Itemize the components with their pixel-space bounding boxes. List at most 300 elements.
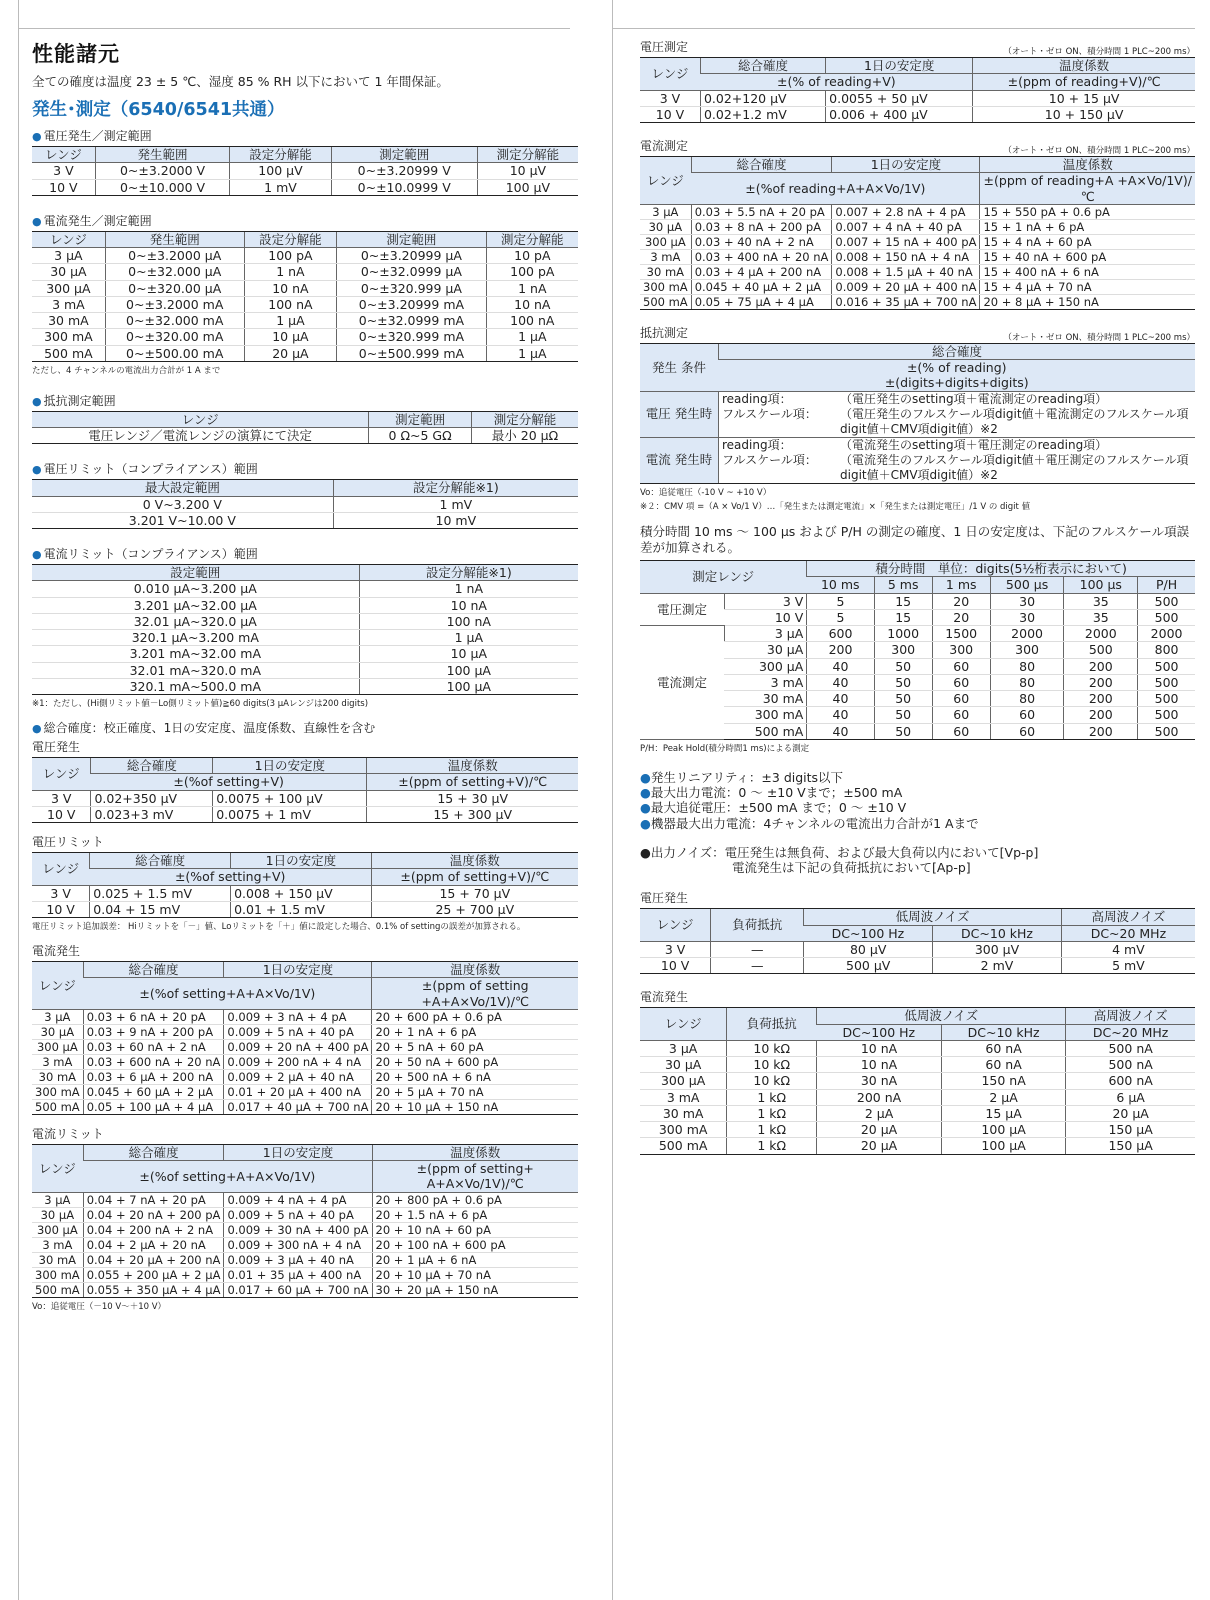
table-cell: 25 + 700 μV — [371, 901, 578, 917]
table-header: 10 ms — [807, 577, 874, 593]
table-cell: 80 — [990, 674, 1064, 690]
table-header: ±(%of setting+V) — [91, 774, 367, 790]
table-row — [32, 496, 578, 512]
table-cell: 0.03 + 60 nA + 2 nA — [83, 1039, 224, 1054]
table-cell: 3 V — [32, 163, 95, 179]
table-cell: 電圧レンジ／電流レンジの演算にて決定 — [32, 428, 369, 444]
table-cell: 100 μA — [941, 1122, 1065, 1138]
table-cell: 3 mA — [32, 1237, 83, 1252]
table-cell: 35 — [1064, 609, 1138, 625]
table-header: レンジ — [32, 758, 91, 791]
table-cell: 20 + 1 μA + 6 nA — [372, 1252, 578, 1267]
resistance-measure-title: 抵抗測定 — [640, 325, 689, 340]
table-cell: 0.009 + 20 nA + 400 pA — [224, 1039, 372, 1054]
table-cell: 3 V — [640, 941, 711, 957]
table-cell: 3.201 μA~32.00 μA — [32, 597, 359, 613]
reading-term-value: （電圧発生のsetting項＋電流測定のreading項） — [840, 391, 1108, 406]
table-cell: 0~±3.2000 μA — [105, 248, 244, 264]
table-cell: 200 — [1064, 674, 1138, 690]
current-range-section — [32, 212, 578, 376]
table-cell: 40 — [807, 658, 874, 674]
table-cell: 0.009 + 3 nA + 4 pA — [224, 1009, 372, 1024]
table-header: 測定範囲 — [331, 147, 477, 163]
table-cell: 10 nA — [244, 280, 337, 296]
voltage-source-table — [32, 757, 578, 823]
bullet-icon: ● — [32, 394, 42, 408]
page-title: 性能諸元 — [32, 42, 120, 66]
table-header: 総合確度 — [691, 157, 832, 173]
table-header: ±(ppm of setting+V)/℃ — [371, 869, 578, 885]
table-cell: 0.01 + 1.5 mV — [231, 901, 372, 917]
table-cell: 15 + 30 μV — [367, 790, 578, 806]
table-cell: 300 μA — [640, 234, 691, 249]
table-cell: 0.007 + 2.8 nA + 4 pA — [832, 204, 980, 219]
table-header: ±(% of reading) — [719, 360, 1196, 376]
resistance-note-cmv: ※２：CMV 項 =（A × Vo/1 V）…「発生または測定電流」×「発生または測定電圧」/1 V の digit 値 — [640, 501, 1031, 512]
spec-bullet-text: 機器最大出力電流：4チャンネルの電流出力合計が1 Aまで — [650, 815, 979, 831]
table-cell: 0.007 + 4 nA + 40 pA — [832, 219, 980, 234]
current-limit-title: 電流リミット — [32, 1126, 104, 1141]
table-cell: 3 μA — [32, 248, 105, 264]
table-cell: 50 — [874, 658, 932, 674]
table-cell: 500 — [1138, 658, 1195, 674]
intro-text: 全ての確度は温度 23 ± 5 ℃、湿度 85 % RH 以下において 1 年間保証。 — [32, 74, 449, 89]
table-cell: 0.03 + 6 μA + 200 nA — [83, 1069, 224, 1084]
table-row — [32, 790, 578, 806]
current-limit-range-note: ※1：ただし、(Hi側リミット値－Lo側リミット値)≧60 digits(3 μAレンジは200 digits) — [32, 699, 369, 709]
current-source-table — [32, 961, 578, 1115]
noise-voltage-title: 電圧発生 — [640, 891, 689, 906]
table-cell: 15 + 4 nA + 60 pA — [980, 234, 1195, 249]
table-cell: 10 V — [32, 901, 90, 917]
table-cell: 500 — [1138, 609, 1195, 625]
table-cell: 0~±500.00 mA — [105, 345, 244, 361]
table-cell: 300 μA — [640, 1073, 727, 1089]
table-cell: 300 mA — [32, 1267, 83, 1282]
table-cell: 300 mA — [32, 329, 105, 345]
table-header: 設定分解能※1) — [333, 480, 578, 496]
table-cell: 100 nA — [244, 296, 337, 312]
table-header: レンジ — [32, 231, 105, 247]
table-cell: 0.008 + 150 nA + 4 nA — [832, 249, 980, 264]
table-cell: 10 V — [724, 609, 806, 625]
table-cell: 15 + 550 pA + 0.6 pA — [980, 204, 1195, 219]
table-cell: 0.0055 + 50 μV — [826, 90, 973, 106]
table-cell: 320.1 μA~3.200 mA — [32, 630, 359, 646]
table-cell: 0~±10.000 V — [95, 179, 229, 195]
table-cell: 0.0075 + 1 mV — [213, 806, 367, 822]
table-cell: 20 μA — [1066, 1105, 1195, 1121]
table-header: ±(%of reading+A+A×Vo/1V) — [691, 173, 980, 205]
table-cell: 1 mV — [230, 179, 331, 195]
table-cell: 20 + 1 nA + 6 pA — [372, 1024, 578, 1039]
table-header: DC~20 MHz — [1066, 1024, 1195, 1040]
table-header: レンジ — [640, 58, 700, 91]
table-cell: 20 μA — [817, 1138, 942, 1154]
table-cell: 0.009 + 3 μA + 40 nA — [224, 1252, 372, 1267]
table-cell: 1 mV — [333, 496, 578, 512]
current-range-note: ただし、4 チャンネルの電流出力合計が 1 A まで — [32, 365, 221, 376]
table-cell: 10 nA — [359, 597, 578, 613]
table-row — [32, 1084, 578, 1099]
table-header: 高周波ノイズ — [1061, 909, 1195, 925]
table-cell: 10 μV — [477, 163, 578, 179]
voltage-range-section — [32, 127, 578, 196]
table-cell: 2 μA — [941, 1089, 1065, 1105]
resistance-measure-table — [640, 343, 1195, 484]
bullet-icon: ● — [32, 463, 42, 477]
table-cell: 20 + 50 nA + 600 pA — [372, 1054, 578, 1069]
table-cell: 500 — [1138, 593, 1195, 609]
table-cell: 0.04 + 200 nA + 2 nA — [83, 1222, 224, 1237]
table-cell: 3 V — [640, 90, 700, 106]
table-header: レンジ — [32, 962, 83, 1010]
table-cell: 10 kΩ — [727, 1073, 817, 1089]
spec-bullet — [640, 785, 1195, 800]
table-cell: 60 nA — [941, 1057, 1065, 1073]
table-header: 1日の安定度 — [826, 58, 973, 74]
table-cell: 100 pA — [486, 264, 578, 280]
table-header: ±(digits+digits+digits) — [719, 375, 1196, 391]
table-cell: 10 + 150 μV — [973, 106, 1195, 122]
total-accuracy-title: 総合確度：校正確度、1日の安定度、温度係数、直線性を含む — [43, 721, 376, 735]
table-header: 1日の安定度 — [832, 157, 980, 173]
table-cell: 300 mA — [724, 707, 806, 723]
table-cell: 40 — [807, 723, 874, 739]
table-header: 総合確度 — [83, 1144, 224, 1160]
table-row — [32, 248, 578, 264]
table-cell: 300 μV — [933, 941, 1062, 957]
table-row — [640, 234, 1195, 249]
table-row — [640, 1040, 1195, 1056]
table-cell: 10 nA — [817, 1040, 942, 1056]
table-header: ±(ppm of reading+A +A×Vo/1V)/℃ — [980, 173, 1195, 205]
current-measure-title: 電流測定 — [640, 139, 689, 153]
table-cell: 最小 20 μΩ — [471, 428, 578, 444]
table-cell: 1 kΩ — [727, 1089, 817, 1105]
noise-line-2: 電流発生は下記の負荷抵抗において[Ap-p] — [732, 860, 971, 876]
table-cell: 30 μA — [32, 1024, 83, 1039]
table-cell: 0~±32.000 μA — [105, 264, 244, 280]
table-cell: 0.023+3 mV — [91, 806, 213, 822]
table-cell: 500 — [1138, 707, 1195, 723]
table-cell: 15 + 300 μV — [367, 806, 578, 822]
table-cell: 10 nA — [486, 296, 578, 312]
table-header: レンジ — [32, 411, 369, 427]
spec-bullet-text: 最大出力電流：0 ～ ±10 Vまで；±500 mA — [650, 785, 903, 801]
row-label: 電流 発生時 — [640, 437, 719, 483]
current-range-title: 電流発生／測定範囲 — [43, 213, 152, 228]
table-cell: 15 + 40 nA + 600 pA — [980, 249, 1195, 264]
integration-text: 積分時間 10 ms ～ 100 μs および P/H の測定の確度、1 日の安定度は、下記のフルスケール項誤差が加算される。 — [640, 523, 1190, 555]
table-cell: 3 mA — [640, 1089, 727, 1105]
table-row — [640, 1122, 1195, 1138]
table-row — [32, 1267, 578, 1282]
table-row — [32, 1222, 578, 1237]
table-header: ±(%of setting+A+A×Vo/1V) — [83, 1161, 372, 1193]
table-cell: 0.008 + 150 μV — [231, 885, 372, 901]
table-cell: 150 nA — [941, 1073, 1065, 1089]
table-cell: 500 — [1138, 691, 1195, 707]
fullscale-term-label: フルスケール項： — [722, 406, 817, 421]
table-cell: 3 mA — [724, 674, 806, 690]
table-header: DC~20 MHz — [1061, 925, 1195, 941]
table-row — [640, 1073, 1195, 1089]
noise-header — [640, 845, 1195, 876]
table-cell: 100 μV — [230, 163, 331, 179]
table-row — [32, 296, 578, 312]
table-cell: 0.0075 + 100 μV — [213, 790, 367, 806]
table-cell: 40 — [807, 691, 874, 707]
bullet-icon: ● — [32, 214, 42, 228]
table-cell: 100 μV — [477, 179, 578, 195]
table-cell: 20 + 10 μA + 150 nA — [372, 1099, 578, 1114]
table-cell: 10 mV — [333, 512, 578, 528]
table-cell: 2000 — [990, 626, 1064, 642]
voltage-limit-table — [32, 852, 578, 918]
table-cell: 0~±10.0999 V — [331, 179, 477, 195]
table-cell: 0.03 + 9 nA + 200 pA — [83, 1024, 224, 1039]
table-row — [32, 1009, 578, 1024]
table-cell: 80 — [990, 658, 1064, 674]
table-row — [640, 204, 1195, 219]
table-header: 負荷抵抗 — [711, 909, 804, 942]
current-measure-table — [640, 156, 1195, 310]
voltage-measure-title: 電圧測定 — [640, 40, 689, 54]
table-cell: 0.03 + 6 nA + 20 pA — [83, 1009, 224, 1024]
table-cell: 30 nA — [817, 1073, 942, 1089]
table-cell: 10 nA — [817, 1057, 942, 1073]
table-cell: 5 — [807, 593, 874, 609]
table-row — [32, 179, 578, 195]
bullet-icon: ● — [32, 130, 42, 143]
table-row — [32, 1054, 578, 1069]
table-row — [640, 1138, 1195, 1154]
table-row — [32, 1099, 578, 1114]
table-cell: 0~±320.00 mA — [105, 329, 244, 345]
table-cell: 0.05 + 100 μA + 4 μA — [83, 1099, 224, 1114]
bullet-icon: ● — [640, 785, 651, 801]
table-row — [640, 1057, 1195, 1073]
table-cell: 3 μA — [640, 1040, 727, 1056]
table-cell: 80 — [990, 691, 1064, 707]
table-header: レンジ — [640, 909, 711, 942]
table-cell: 5 — [807, 609, 874, 625]
table-cell: 320.1 mA~500.0 mA — [32, 678, 359, 694]
table-header: レンジ — [32, 1144, 83, 1192]
table-cell: 50 — [874, 723, 932, 739]
table-cell: 0~±32.000 mA — [105, 313, 244, 329]
table-cell: 10 μA — [244, 329, 337, 345]
spec-bullet-text: 最大追従電圧：±500 mA まで；0 ～ ±10 V — [650, 800, 907, 816]
table-cell: 200 — [1064, 658, 1138, 674]
table-cell: 3 μA — [32, 1192, 83, 1207]
table-cell: 0.01 + 35 μA + 400 nA — [224, 1267, 372, 1282]
table-cell: 30 mA — [640, 1105, 727, 1121]
reading-term-label: reading項： — [722, 391, 792, 406]
table-cell: 60 — [932, 707, 990, 723]
table-row — [32, 1069, 578, 1084]
table-header: 1 ms — [932, 577, 990, 593]
table-row — [32, 1207, 578, 1222]
table-row — [32, 329, 578, 345]
resistance-voltage-cell — [719, 391, 1196, 437]
table-cell: 300 — [874, 642, 932, 658]
table-row — [32, 1282, 578, 1297]
table-cell: 10 pA — [486, 248, 578, 264]
table-cell: 0.009 + 5 nA + 40 pA — [224, 1024, 372, 1039]
table-cell: 200 — [1064, 691, 1138, 707]
resistance-range-section — [32, 392, 578, 445]
table-cell: 1 μA — [244, 313, 337, 329]
table-cell: 4 mV — [1061, 941, 1195, 957]
table-cell: 50 — [874, 691, 932, 707]
table-cell: 0~±320.999 μA — [337, 280, 486, 296]
table-row — [32, 581, 578, 597]
table-header: 1日の安定度 — [231, 853, 372, 869]
current-limit-range-table — [32, 564, 578, 695]
table-cell: 3 mA — [32, 296, 105, 312]
bullet-icon: ● — [640, 815, 651, 831]
table-row — [32, 1192, 578, 1207]
table-cell: 500 μV — [804, 958, 933, 974]
table-cell: 2000 — [1138, 626, 1195, 642]
bullet-icon: ● — [32, 722, 42, 735]
table-cell: 1 μA — [486, 345, 578, 361]
table-cell: 15 + 70 μV — [371, 885, 578, 901]
table-cell: 6 μA — [1066, 1089, 1195, 1105]
table-cell: 0.045 + 60 μA + 2 μA — [83, 1084, 224, 1099]
table-header: レンジ — [640, 157, 691, 205]
table-cell: 15 + 4 μA + 70 nA — [980, 279, 1195, 294]
table-cell: 20 μA — [817, 1122, 942, 1138]
table-cell: 1 kΩ — [727, 1138, 817, 1154]
table-cell: 500 mA — [724, 723, 806, 739]
table-cell: 0.05 + 75 μA + 4 μA — [691, 294, 832, 309]
table-cell: 3 μA — [724, 626, 806, 642]
spec-bullet — [640, 770, 1195, 785]
table-cell: 0.03 + 40 nA + 2 nA — [691, 234, 832, 249]
voltage-range-title: 電圧発生／測定範囲 — [43, 129, 152, 143]
table-cell: 3 V — [32, 790, 91, 806]
integration-note: P/H：Peak Hold(積分時間1 ms)による測定 — [640, 743, 810, 754]
right-top-rule — [612, 28, 1195, 29]
table-cell: 0~±500.999 mA — [337, 345, 486, 361]
table-row — [32, 512, 578, 528]
table-cell: 10 V — [32, 179, 95, 195]
table-cell: 100 nA — [359, 613, 578, 629]
table-cell: 1 kΩ — [727, 1105, 817, 1121]
table-header: 高周波ノイズ — [1066, 1008, 1195, 1024]
current-limit-range-section — [32, 545, 578, 709]
spec-bullet — [640, 800, 1195, 815]
table-cell: 60 — [990, 707, 1064, 723]
table-cell: 500 mA — [32, 1099, 83, 1114]
table-cell: 300 — [932, 642, 990, 658]
table-cell: 30 μA — [32, 1207, 83, 1222]
spec-bullets — [640, 770, 1195, 831]
table-cell: 0.02+350 μV — [91, 790, 213, 806]
voltage-limit-range-section — [32, 460, 578, 529]
table-header: 温度係数 — [372, 962, 578, 978]
table-cell: 150 μA — [1066, 1122, 1195, 1138]
right-border — [612, 0, 613, 1600]
table-cell: 10 kΩ — [727, 1057, 817, 1073]
table-cell: 60 — [932, 691, 990, 707]
resistance-note-vo: Vo：追従電圧（-10 V ~ +10 V） — [640, 487, 772, 498]
table-cell: 0.016 + 35 μA + 700 nA — [832, 294, 980, 309]
table-cell: 500 mA — [640, 294, 691, 309]
table-cell: 0.055 + 350 μA + 4 μA — [83, 1282, 224, 1297]
table-cell: 60 — [990, 723, 1064, 739]
table-cell: 10 V — [640, 106, 700, 122]
table-row — [640, 264, 1195, 279]
table-cell: 0~±320.00 μA — [105, 280, 244, 296]
table-cell: 10 kΩ — [727, 1040, 817, 1056]
table-cell: 0.009 + 20 μA + 400 nA — [832, 279, 980, 294]
voltage-measure-table — [640, 57, 1195, 123]
table-cell: 0.010 μA~3.200 μA — [32, 581, 359, 597]
noise-current-title: 電流発生 — [640, 990, 689, 1005]
table-cell: 200 — [1064, 723, 1138, 739]
table-cell: 500 nA — [1066, 1057, 1195, 1073]
table-cell: 20 + 10 nA + 60 pA — [372, 1222, 578, 1237]
bullet-icon: ● — [640, 769, 651, 785]
table-cell: 20 — [932, 609, 990, 625]
table-header: 総合確度 — [90, 853, 231, 869]
table-header: 低周波ノイズ — [817, 1008, 1066, 1024]
table-cell: 1500 — [932, 626, 990, 642]
table-cell: 200 — [807, 642, 874, 658]
spec-bullet — [640, 816, 1195, 831]
table-cell: 30 mA — [640, 264, 691, 279]
noise-line-1: 出力ノイズ：電圧発生は無負荷、および最大負荷以内において[Vp-p] — [650, 844, 1039, 860]
table-cell: 1000 — [874, 626, 932, 642]
table-cell: 0 V~3.200 V — [32, 496, 333, 512]
table-cell: 1 nA — [244, 264, 337, 280]
table-cell: 30 — [990, 609, 1064, 625]
noise-voltage-table — [640, 908, 1195, 974]
table-cell: 100 μA — [359, 678, 578, 694]
table-cell: 40 — [807, 674, 874, 690]
table-header: レンジ — [32, 147, 95, 163]
table-row — [32, 1237, 578, 1252]
resistance-range-title: 抵抗測定範囲 — [43, 393, 116, 408]
table-header: ±(% of reading+V) — [700, 74, 972, 90]
voltage-limit-range-title: 電圧リミット（コンプライアンス）範囲 — [43, 462, 258, 477]
table-cell: 35 — [1064, 593, 1138, 609]
table-cell: 3.201 mA~32.00 mA — [32, 646, 359, 662]
table-cell: 0.02+120 μV — [700, 90, 825, 106]
left-top-rule — [18, 28, 570, 29]
table-cell: 30 μA — [640, 219, 691, 234]
table-cell: 60 nA — [941, 1040, 1065, 1056]
table-header: ±(%of setting+V) — [90, 869, 371, 885]
table-cell: 0.03 + 400 nA + 20 nA — [691, 249, 832, 264]
table-cell: 30 — [990, 593, 1064, 609]
table-header: ±(ppm of setting+ A+A×Vo/1V)/℃ — [372, 1161, 578, 1193]
table-cell: 300 μA — [724, 658, 806, 674]
table-cell: 0~±3.20999 V — [331, 163, 477, 179]
noise-current-table — [640, 1007, 1195, 1154]
table-cell: 500 — [1138, 674, 1195, 690]
spec-bullet-text: 発生リニアリティ：±3 digits以下 — [650, 769, 844, 785]
table-header: 設定分解能 — [244, 231, 337, 247]
table-cell: 20 + 10 μA + 70 nA — [372, 1267, 578, 1282]
table-cell: 5 mV — [1061, 958, 1195, 974]
voltage-limit-range-table — [32, 479, 578, 529]
table-cell: 20 + 8 μA + 150 nA — [980, 294, 1195, 309]
